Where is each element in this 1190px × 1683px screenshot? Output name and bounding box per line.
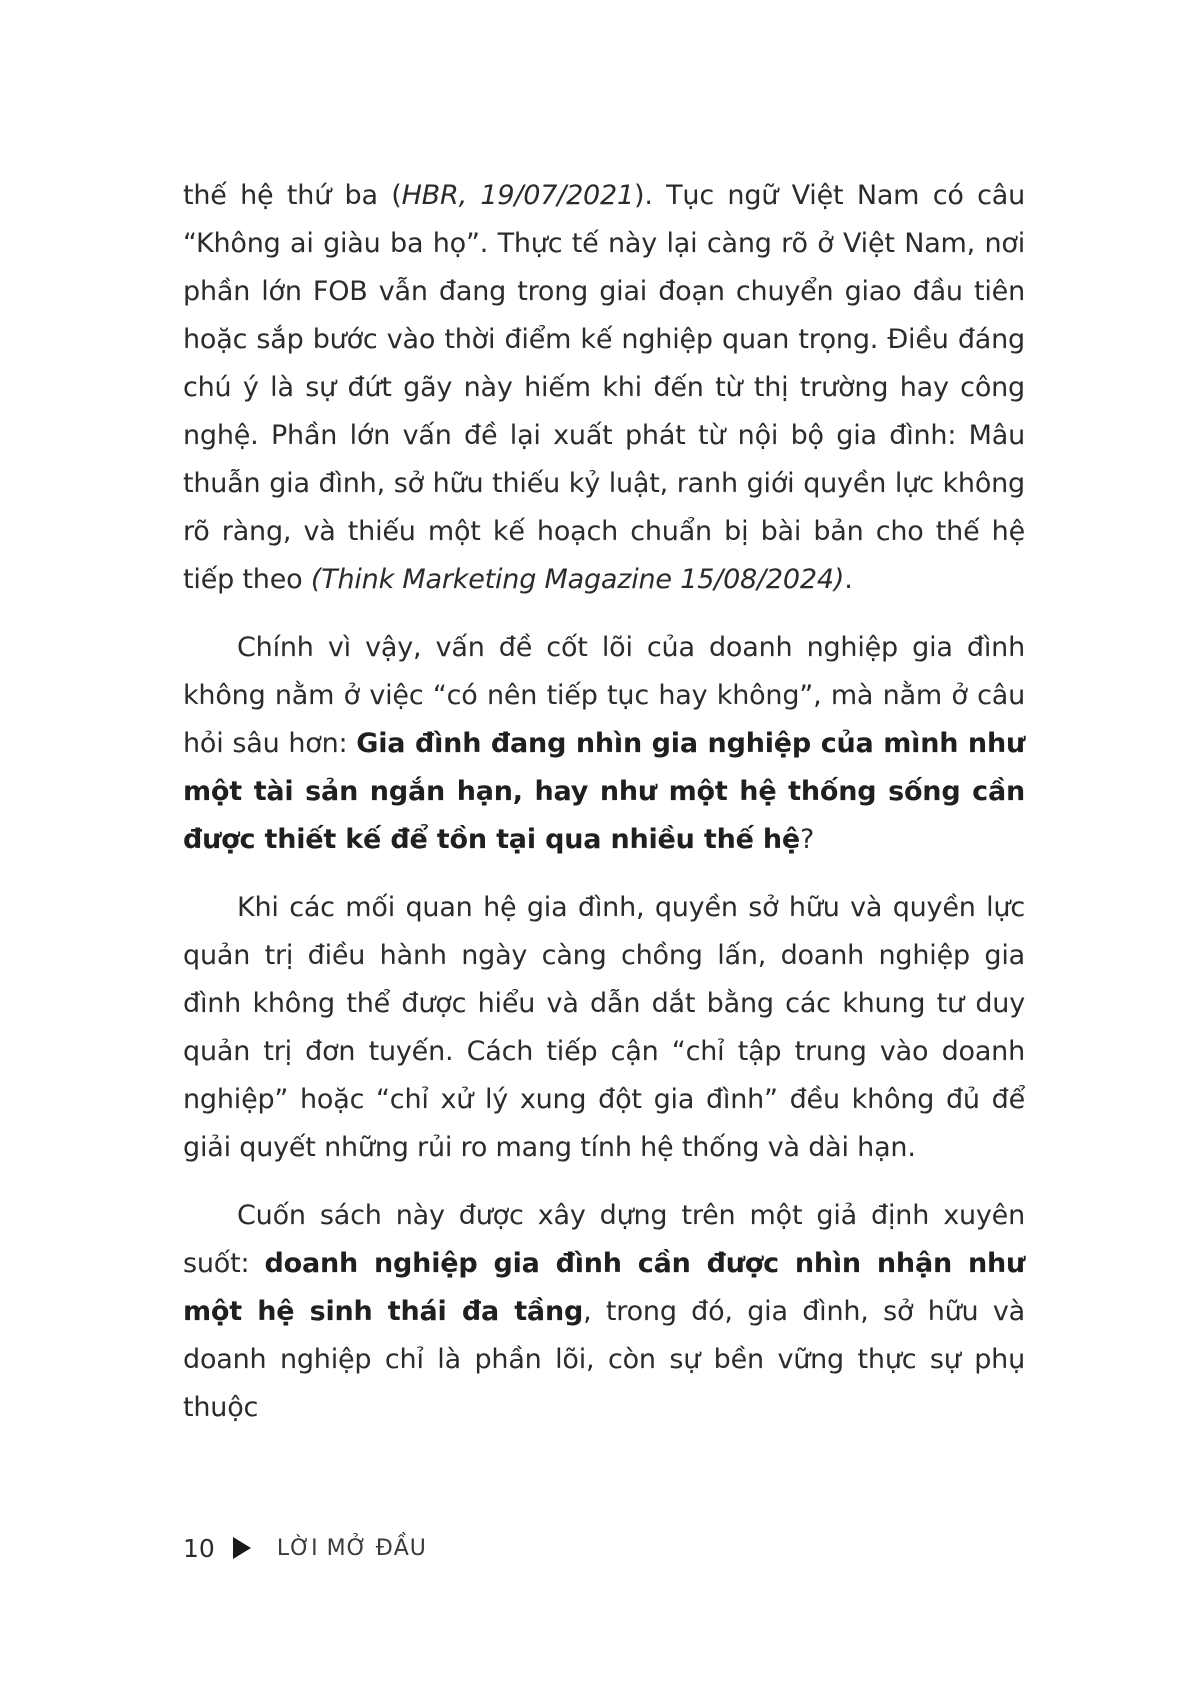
italic-citation: HBR, 19/07/2021 [401,180,634,211]
text-run: ? [800,824,815,855]
text-run: Chính vì vậy, vấn đề cốt lõi của doanh nghiệp gia đình không nằm ở việc “có nên tiếp tục hay không”, mà nằm ở câu hỏi sâu hơn: [183,632,1025,759]
paragraph-4 [183,1192,1025,1432]
text-run: thế hệ thứ ba ( [183,180,402,211]
italic-citation: (Think Marketing Magazine 15/08/2024) [310,564,845,595]
play-arrow-icon [233,1537,251,1559]
body-text [183,172,1025,1452]
text-run: ). Tục ngữ Việt Nam có câu “Không ai giàu ba họ”. Thực tế này lại càng rõ ở Việt Nam, nơi phần lớn FOB vẫn đang trong giai đoạn chuyển giao đầu tiên hoặc sắp bước vào thời điểm kế nghiệp quan trọng. Điều đáng chú ý là sự đứt gãy này hiếm khi đến từ thị trường hay công nghệ. Phần lớn vấn đề lại xuất phát từ nội bộ gia đình: Mâu thuẫn gia đình, sở hữu thiếu kỷ luật, ranh giới quyền lực không rõ ràng, và thiếu một kế hoạch chuẩn bị bài bản cho thế hệ tiếp theo [183,180,1025,595]
paragraph-2 [183,624,1025,864]
text-run: . [844,564,853,595]
page-footer [183,1528,427,1568]
text-run: , trong đó, gia đình, sở hữu và doanh nghiệp chỉ là phần lõi, còn sự bền vững thực sự phụ thuộc [183,1296,1025,1423]
page-number: 10 [183,1533,215,1563]
paragraph-1 [183,172,1025,604]
paragraph-3 [183,884,1025,1172]
bold-text: doanh nghiệp gia đình cần được nhìn nhận như một hệ sinh thái đa tầng [183,1248,1026,1327]
bold-text: Gia đình đang nhìn gia nghiệp của mình như một tài sản ngắn hạn, hay như một hệ thống sống cần được thiết kế để tồn tại qua nhiều thế hệ [183,728,1025,855]
text-run: Cuốn sách này được xây dựng trên một giả định xuyên suốt: [183,1200,1025,1279]
text-run: Khi các mối quan hệ gia đình, quyền sở hữu và quyền lực quản trị điều hành ngày càng chồng lấn, doanh nghiệp gia đình không thể được hiểu và dẫn dắt bằng các khung tư duy quản trị đơn tuyến. Cách tiếp cận “chỉ tập trung vào doanh nghiệp” hoặc “chỉ xử lý xung đột gia đình” đều không đủ để giải quyết những rủi ro mang tính hệ thống và dài hạn. [183,892,1025,1163]
section-label: LỜI MỞ ĐẦU [276,1535,427,1561]
